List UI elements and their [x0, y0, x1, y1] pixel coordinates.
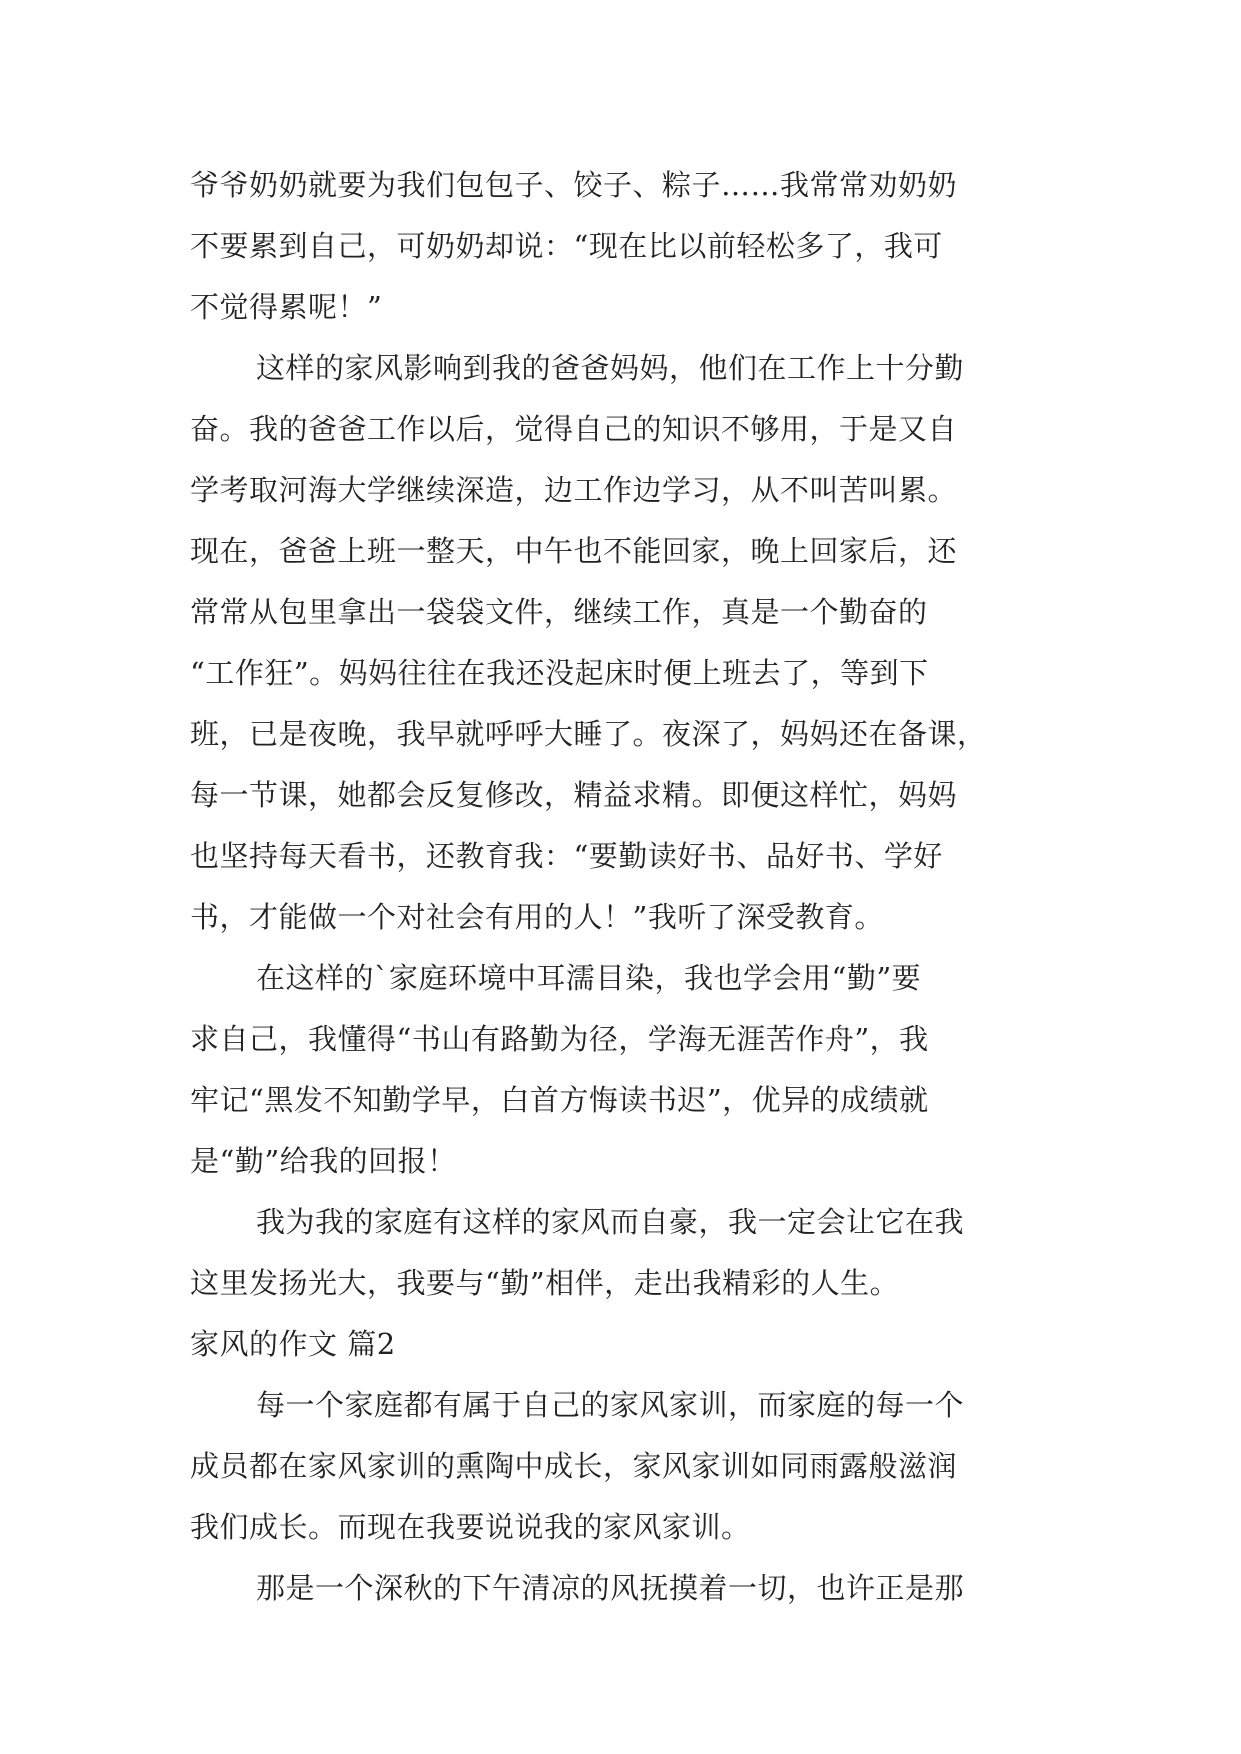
text-line: 书，才能做一个对社会有用的人！”我听了深受教育。 — [190, 900, 884, 934]
paragraph-first-line: 这样的家风影响到我的爸爸妈妈，他们在工作上十分勤 — [256, 351, 965, 385]
text-line: 求自己，我懂得“书山有路勤为径，学海无涯苦作舟”，我 — [190, 1022, 929, 1056]
text-line: 常常从包里拿出一袋袋文件，继续工作，真是一个勤奋的 — [190, 595, 928, 629]
text-line: 我们成长。而现在我要说说我的家风家训。 — [190, 1510, 751, 1544]
text-line: 成员都在家风家训的熏陶中成长，家风家训如同雨露般滋润 — [190, 1449, 958, 1483]
text-line: 不觉得累呢！” — [190, 290, 383, 324]
text-line: 也坚持每天看书，还教育我：“要勤读好书、品好书、学好 — [190, 839, 943, 873]
paragraph-first-line: 我为我的家庭有这样的家风而自豪，我一定会让它在我 — [256, 1205, 965, 1239]
paragraph-first-line: 那是一个深秋的下午清凉的风抚摸着一切，也许正是那 — [256, 1571, 965, 1605]
text-line: 奋。我的爸爸工作以后，觉得自己的知识不够用，于是又自 — [190, 412, 958, 446]
text-line: 学考取河海大学继续深造，边工作边学习，从不叫苦叫累。 — [190, 473, 958, 507]
text-line: 每一节课，她都会反复修改，精益求精。即便这样忙，妈妈 — [190, 778, 958, 812]
text-line: 牢记“黑发不知勤学早，白首方悔读书迟”，优异的成绩就 — [190, 1083, 929, 1117]
text-line: 爷爷奶奶就要为我们包包子、饺子、粽子……我常常劝奶奶 — [190, 168, 958, 202]
section-heading: 家风的作文 篇2 — [190, 1327, 396, 1361]
text-line: 这里发扬光大，我要与“勤”相伴，走出我精彩的人生。 — [190, 1266, 900, 1300]
paragraph-first-line: 每一个家庭都有属于自己的家风家训，而家庭的每一个 — [256, 1388, 965, 1422]
paragraph-first-line: 在这样的`家庭环境中耳濡目染，我也学会用“勤”要 — [256, 961, 922, 995]
text-line: 现在，爸爸上班一整天，中午也不能回家，晚上回家后，还 — [190, 534, 958, 568]
text-line: “工作狂”。妈妈往往在我还没起床时便上班去了，等到下 — [190, 656, 929, 690]
text-line: 班，已是夜晚，我早就呼呼大睡了。夜深了，妈妈还在备课， — [190, 717, 987, 751]
text-line: 不要累到自己，可奶奶却说：“现在比以前轻松多了，我可 — [190, 229, 943, 263]
text-line: 是“勤”给我的回报！ — [190, 1144, 457, 1178]
essay-body — [190, 155, 1060, 1619]
